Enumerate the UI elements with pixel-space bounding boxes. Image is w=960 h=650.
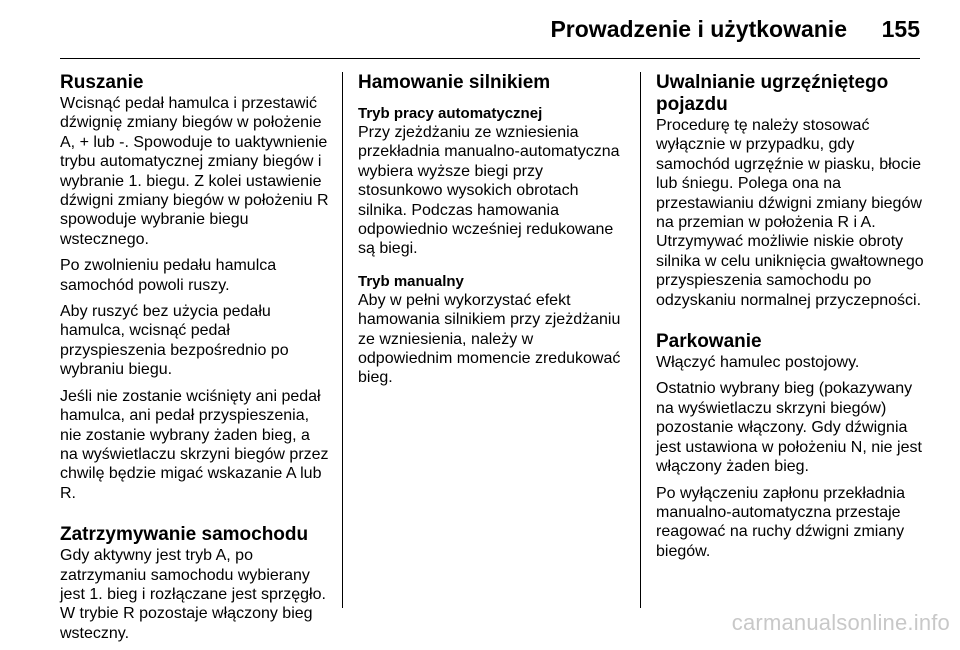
section-heading-ruszanie: Ruszanie xyxy=(60,72,144,93)
column-1 xyxy=(60,72,330,650)
section-heading-hamowanie: Hamowanie silnikiem xyxy=(358,72,551,93)
page-number: 155 xyxy=(881,16,920,42)
chapter-title: Prowadzenie i użytkowanie xyxy=(550,16,847,42)
paragraph: Przy zjeżdżaniu ze wzniesienia przekładnia manualno-automatyczna wybiera wyższe biegi przy stosunkowo wysokich obrotach silnika. Podczas hamowania odpowiednio wcześniej redukowane są biegi. xyxy=(358,124,620,258)
subheading-manual: Tryb manualny xyxy=(358,272,464,290)
column-divider-2 xyxy=(640,72,641,608)
column-2 xyxy=(358,72,628,395)
paragraph: Jeśli nie zostanie wciśnięty ani pedał hamulca, ani pedał przyspieszenia, nie zostanie wybrany żaden bieg, a na wyświetlaczu skrzyni biegów przez chwilę będzie migać wskazanie A lub R. xyxy=(60,387,329,502)
section-heading-uwalnianie: Uwalnianie ugrzęźniętego pojazdu xyxy=(656,72,889,115)
column-divider-1 xyxy=(342,72,343,608)
paragraph: Wcisnąć pedał hamulca i przestawić dźwignię zmiany biegów w położenie A, + lub -. Spowoduje to uaktywnienie trybu automatycznej zmiany biegów i wybranie 1. biegu. Z kolei ustawienie dźwigni zmiany biegów w położeniu R spowoduje wybranie biegu wstecznego. xyxy=(60,95,329,248)
watermark: carmanualsonline.info xyxy=(731,610,950,635)
paragraph: Aby w pełni wykorzystać efekt hamowania silnikiem przy zjeżdżaniu ze wzniesienia, należy w odpowiednim momencie zredukować bieg. xyxy=(358,291,621,387)
paragraph: Ostatnio wybrany bieg (pokazywany na wyświetlaczu skrzyni biegów) pozostanie włączony. Gdy dźwignia jest ustawiona w położeniu N, nie jest włączony żaden bieg. xyxy=(656,380,922,476)
section-heading-zatrzymywanie: Zatrzymywanie samochodu xyxy=(60,524,309,546)
section-heading-parkowanie: Parkowanie xyxy=(656,331,762,353)
paragraph: Gdy aktywny jest tryb A, po zatrzymaniu samochodu wybierany jest 1. bieg i rozłączane jest sprzęgło. W trybie R pozostaje włączony bieg wsteczny. xyxy=(60,547,326,642)
paragraph: Włączyć hamulec postojowy. xyxy=(656,354,860,372)
column-3 xyxy=(656,72,926,568)
paragraph: Aby ruszyć bez użycia pedału hamulca, wcisnąć pedał przyspieszenia bezpośrednio po wybraniu biegu. xyxy=(60,303,289,379)
paragraph: Po zwolnieniu pedału hamulca samochód powoli ruszy. xyxy=(60,257,277,294)
page-header xyxy=(0,0,960,60)
subheading-auto: Tryb pracy automatycznej xyxy=(358,105,543,122)
header-rule xyxy=(60,58,920,59)
paragraph: Procedurę tę należy stosować wyłącznie w przypadku, gdy samochód ugrzęźnie w piasku, błocie lub śniegu. Polega ona na przestawianiu dźwigni zmiany biegów na przemian w położenia R i A. Utrzymywać możliwie niskie obroty silnika w celu uniknięcia gwałtownego przyspieszenia samochodu po odzyskaniu normalnej przyczepności. xyxy=(656,117,924,309)
paragraph: Po wyłączeniu zapłonu przekładnia manualno-automatyczna przestaje reagować na ruchy dźwigni zmiany biegów. xyxy=(656,484,906,560)
